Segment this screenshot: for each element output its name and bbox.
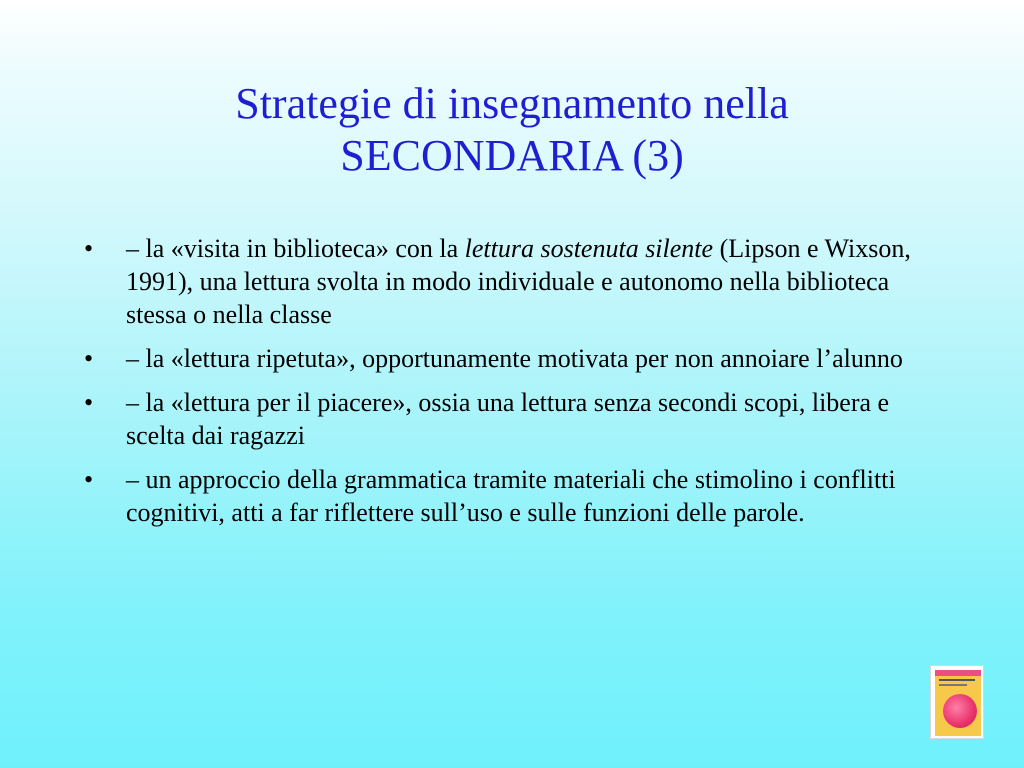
slide-title-line1: Strategie di insegnamento nella [235, 79, 789, 128]
bullet-2-text: – la «lettura ripetuta», opportunamente motivata per non annoiare l’alunno [126, 344, 903, 373]
bullet-symbol: • [84, 465, 94, 494]
slide-title [90, 78, 934, 182]
book-cover-title-line [939, 679, 975, 681]
book-cover-subtitle-line [939, 684, 967, 686]
slide-title-line2: SECONDARIA (3) [340, 131, 684, 180]
bullet-1-text-after: (Lipson e Wixson, 1991), una lettura svolta in modo individuale e autonomo nella biblioteca stessa o nella classe [126, 234, 911, 329]
book-cover-band [935, 670, 981, 676]
book-cover-ball-illustration [943, 694, 977, 728]
bullet-symbol: • [84, 344, 94, 373]
bullet-symbol: • [84, 234, 94, 263]
bullet-item-4 [84, 463, 944, 529]
bullet-item-2 [84, 342, 944, 375]
bullet-1-text-before: – la «visita in biblioteca» con la [126, 234, 465, 263]
bullet-4-text: – un approccio della grammatica tramite materiali che stimolino i conflitti cognitivi, atti a far riflettere sull’uso e sulle funzioni delle parole. [126, 465, 896, 527]
bullet-1-italic-text: lettura sostenuta silente [464, 234, 714, 263]
book-cover-image [935, 670, 981, 736]
book-cover-icon[interactable] [930, 665, 984, 739]
bullet-3-text: – la «lettura per il piacere», ossia una lettura senza secondi scopi, libera e scelta dai ragazzi [126, 388, 890, 450]
bullet-item-1 [84, 232, 944, 331]
bullet-symbol: • [84, 388, 94, 417]
bullet-list [84, 232, 944, 540]
bullet-item-3 [84, 386, 944, 452]
